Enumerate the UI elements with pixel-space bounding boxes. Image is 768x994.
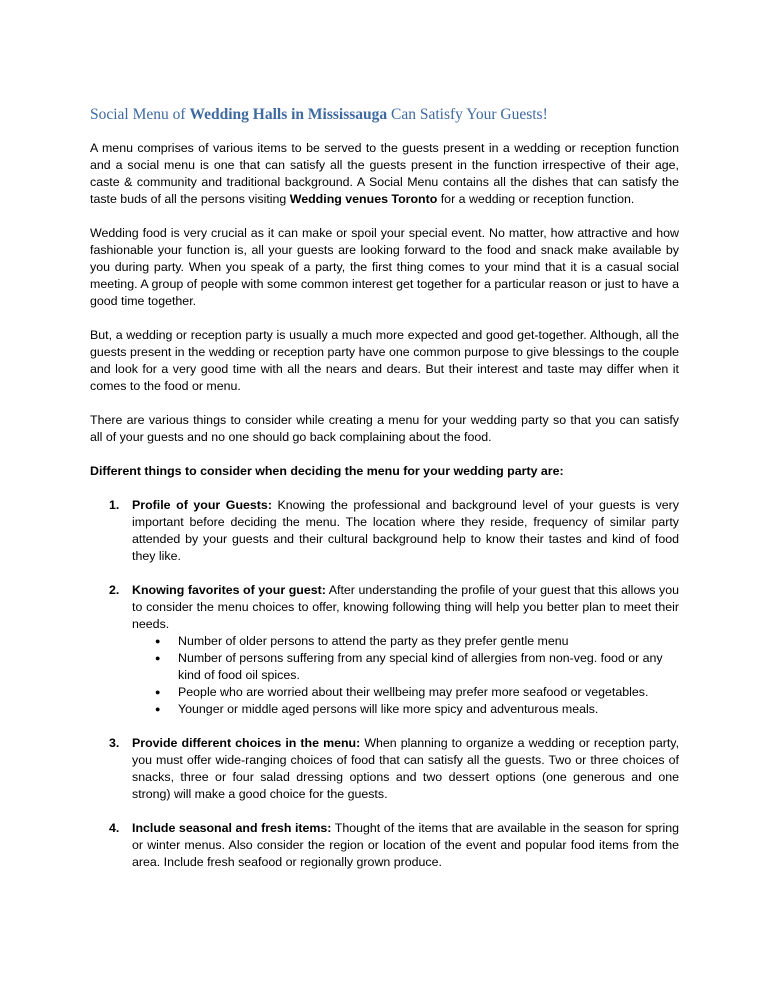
document-title [90,105,679,125]
item-heading: Provide different choices in the menu: [132,736,361,750]
title-prefix: Social Menu of [90,106,190,123]
bullet-icon: ● [155,704,161,714]
bullet-icon: ● [155,653,161,663]
bullet-item: ● People who are worried about their wellbeing may prefer more seafood or vegetables. [155,685,649,699]
keyword-venues: Wedding venues Toronto [289,192,438,206]
list-number: 4. [109,821,120,835]
favorites-bullet-list [132,633,679,718]
item-heading: Profile of your Guests: [132,498,272,512]
bullet-icon: ● [155,687,161,697]
item-text: Thought of the items that are available in the season for spring or winter menus. Also consider the region or location of the event and popular food items from the area. Include fresh seafood or regionally grown produce. [132,821,679,869]
list-number: 2. [109,583,120,597]
bullet-item: ● Number of older persons to attend the party as they prefer gentle menu [155,634,569,648]
item-text: When planning to organize a wedding or reception party, you must offer wide-ranging choices of food that can satisfy all the guests. Two or three choices of snacks, three or four salad dressing options and two dessert options (one generous and one strong) will make a good choice for the guests. [132,736,680,801]
list-lead: Different things to consider when deciding the menu for your wedding party are: [90,464,564,478]
bullet-icon: ● [155,636,161,646]
paragraph-intro: A menu comprises of various items to be served to the guests present in a wedding or reception function and a social menu is one that can satisfy all the guests present in the function irrespective of their age, caste & community and traditional background. A Social Menu contains all the dishes that can satisfy the taste buds of all the persons visiting Wedding venues Toronto for a wedding or reception function. [90,141,679,206]
list-item [109,735,680,803]
bullet-item: ● Younger or middle aged persons will like more spicy and adventurous meals. [155,702,599,716]
list-item [109,582,679,718]
title-keyword: Wedding Halls in Mississauga [189,106,388,123]
bullet-item: ● Number of persons suffering from any special kind of allergies from non-veg. food or any kind of food oil spices. [155,651,663,682]
item-text: Knowing the professional and background level of your guests is very important before deciding the menu. The location where they reside, frequency of similar party attended by your guests and their cultural background help to know their tastes and kind of food they like. [132,498,679,563]
item-heading: Knowing favorites of your guest: [132,583,326,597]
paragraph-consider: There are various things to consider while creating a menu for your wedding party so that you can satisfy all of your guests and no one should go back complaining about the food. [90,413,679,444]
list-number: 3. [109,736,120,750]
paragraph-food: Wedding food is very crucial as it can make or spoil your special event. No matter, how attractive and how fashionable your function is, all your guests are looking forward to the food and snack make available by you during party. When you speak of a party, the first thing comes to your mind that it is a casual social meeting. A group of people with some common interest get together for a particular reason or just to have a good time together. [90,226,679,308]
title-suffix: Can Satisfy Your Guests! [387,106,548,123]
considerations-list [90,497,679,871]
list-item [109,497,679,565]
paragraph-reception: But, a wedding or reception party is usually a much more expected and good get-together. Although, all the guests present in the wedding or reception party have one common purpose to give blessings to the couple and look for a very good time with all the nears and dears. But their interest and taste may differ when it comes to the food or menu. [90,328,679,393]
list-item [109,820,679,871]
item-heading: Include seasonal and fresh items: [132,821,332,835]
list-number: 1. [109,498,120,512]
item-text: After understanding the profile of your guest that this allows you to consider the menu choices to offer, knowing following thing will help you better plan to meet their needs. [132,583,679,631]
